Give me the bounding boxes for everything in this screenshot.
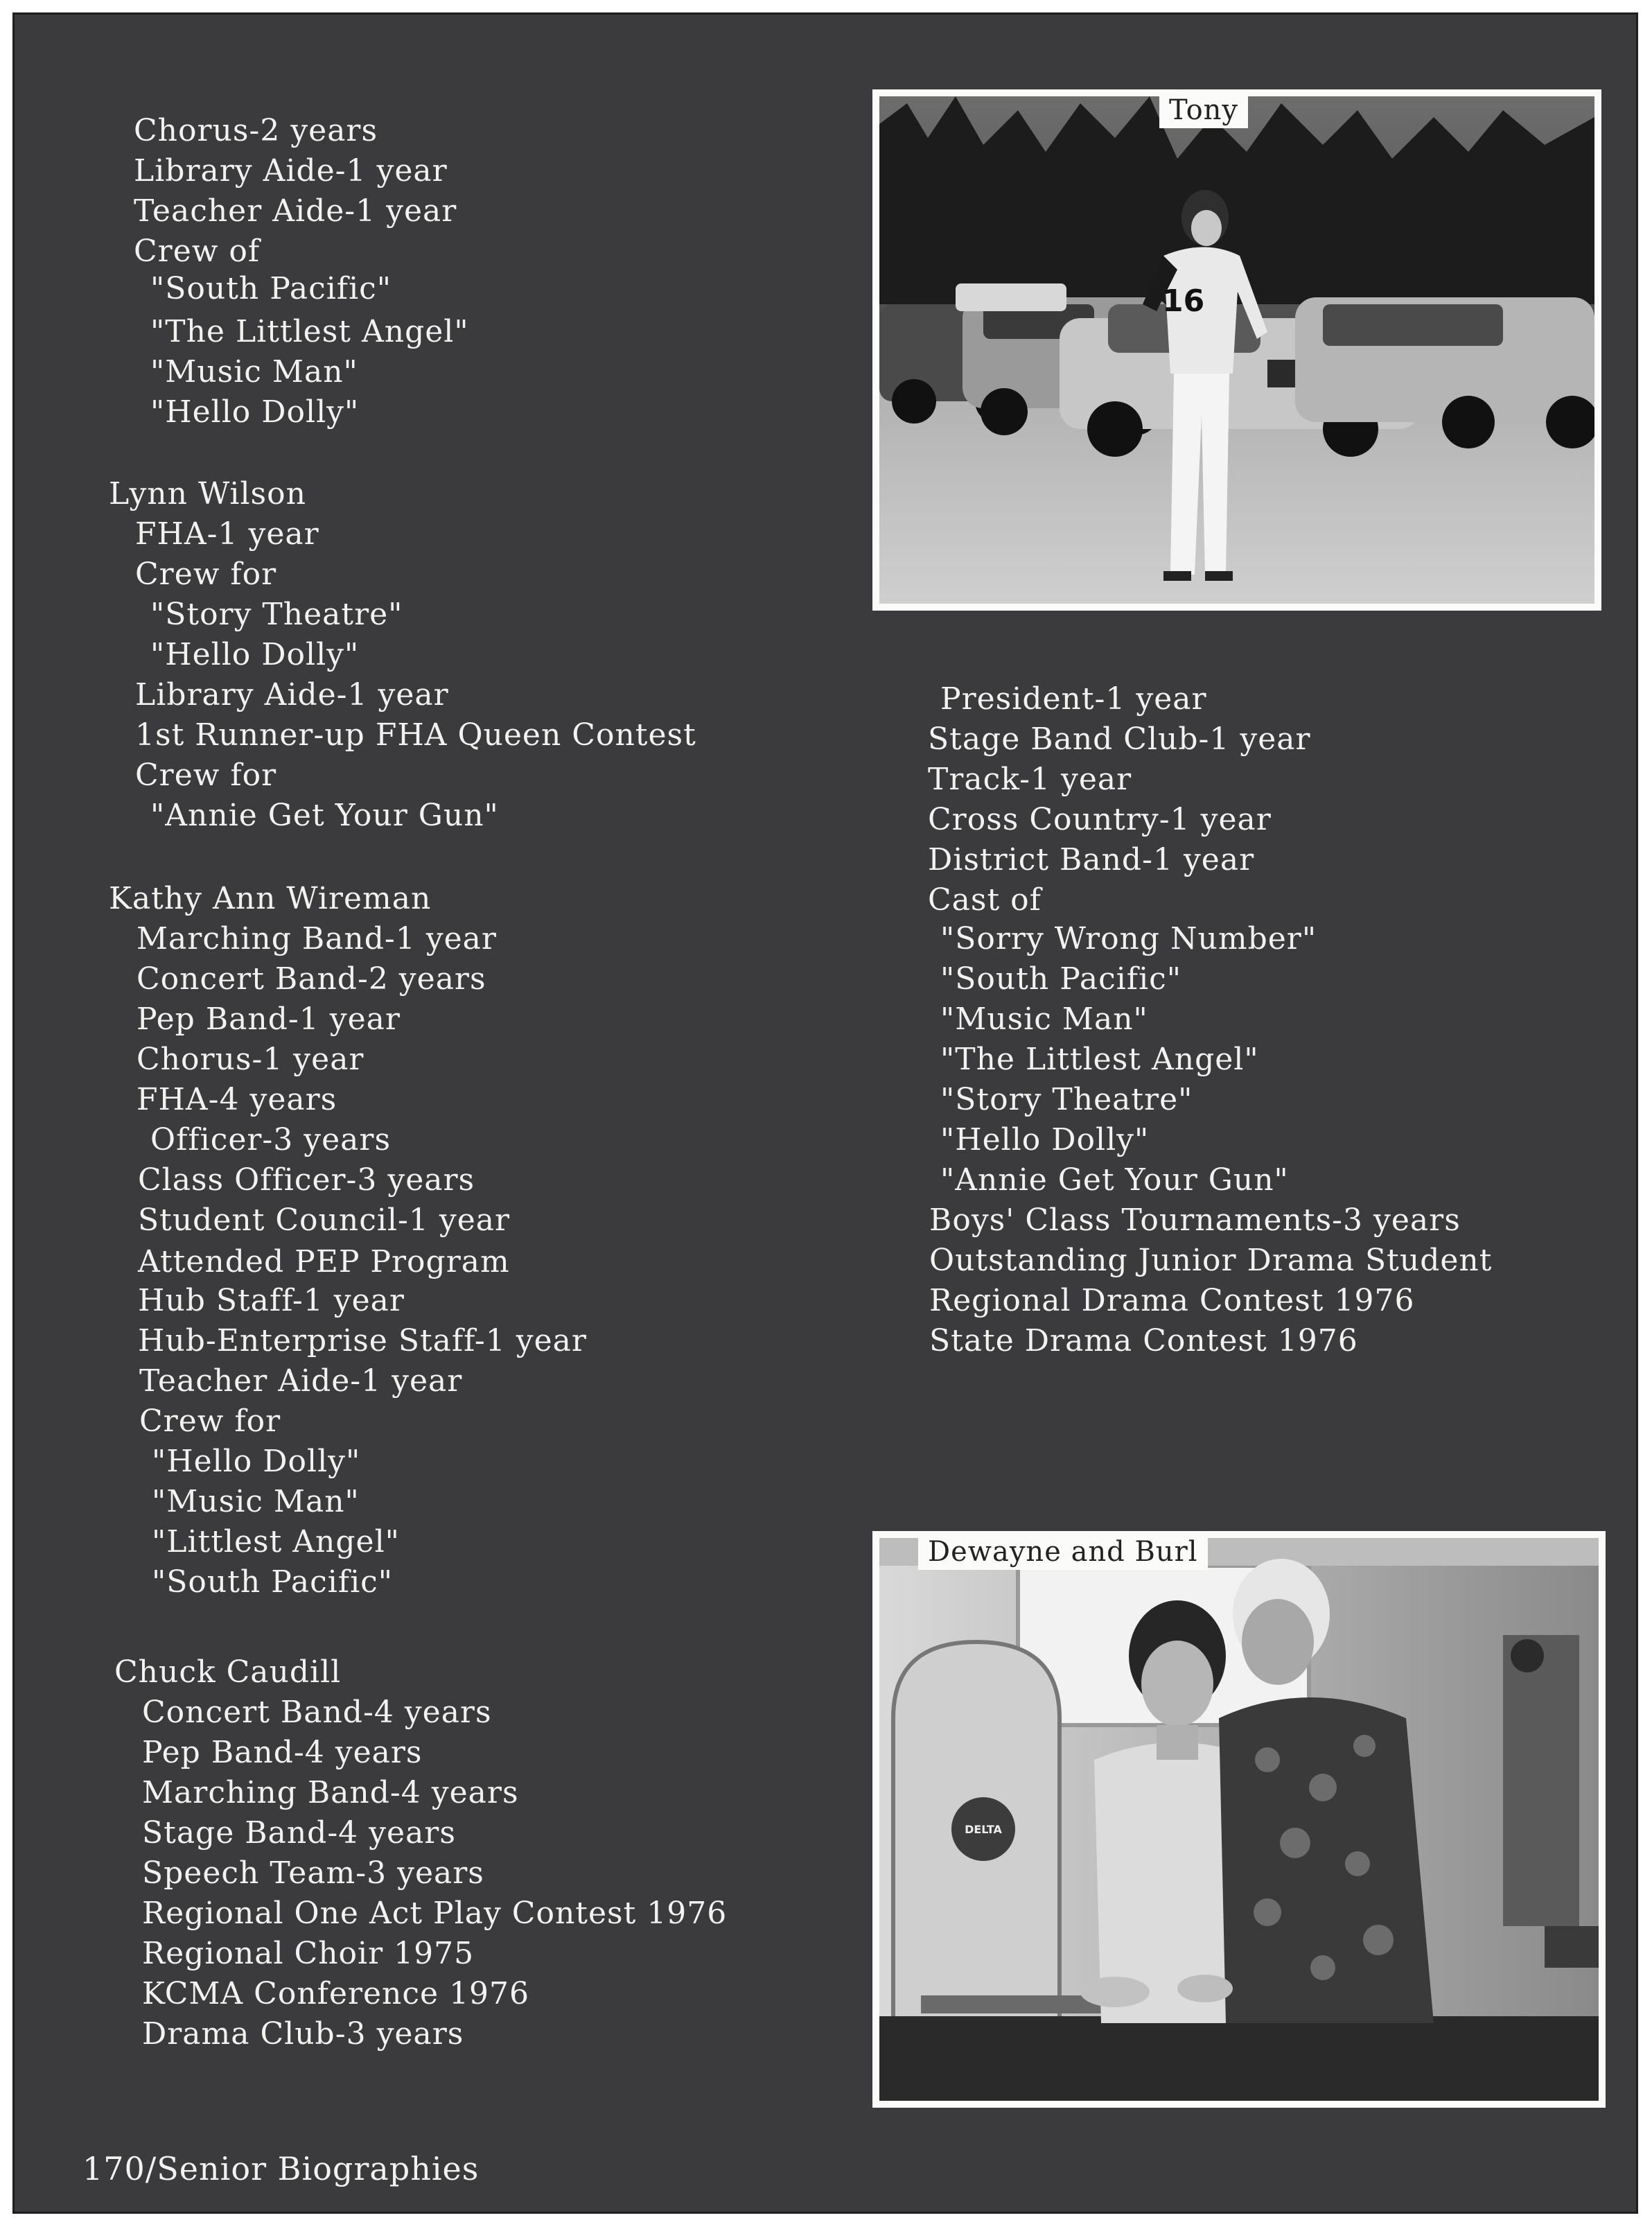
bio-line: "Hello Dolly": [152, 1444, 361, 1479]
bio-line: Crew for: [135, 557, 277, 592]
bio-line: Crew for: [135, 758, 277, 793]
bio-line: Regional Drama Contest 1976: [929, 1283, 1415, 1318]
bio-line: Library Aide-1 year: [134, 153, 448, 189]
bio-line: Marching Band-1 year: [137, 921, 497, 956]
bio-line: Hub Staff-1 year: [138, 1283, 405, 1318]
bio-line: Teacher Aide-1 year: [134, 193, 457, 229]
bio-line: "Sorry Wrong Number": [940, 921, 1317, 956]
bio-line: District Band-1 year: [928, 842, 1255, 877]
bio-line: Chorus-1 year: [137, 1042, 364, 1077]
bio-line: Boys' Class Tournaments-3 years: [929, 1203, 1461, 1238]
bio-line: Pep Band-4 years: [142, 1735, 423, 1770]
bio-line: Stage Band Club-1 year: [928, 722, 1311, 757]
bio-line: "South Pacific": [152, 1564, 394, 1600]
saw-logo: DELTA: [965, 1823, 1002, 1836]
bio-line: Officer-3 years: [150, 1122, 392, 1157]
bio-line: KCMA Conference 1976: [142, 1976, 530, 2011]
page-footer: 170/Senior Biographies: [82, 2150, 480, 2187]
student-name: Lynn Wilson: [109, 476, 306, 512]
bio-line: "The Littlest Angel": [150, 314, 469, 349]
bio-line: Student Council-1 year: [138, 1203, 511, 1238]
photo-dewayne-and-burl: [872, 1531, 1606, 2108]
bio-line: "Littlest Angel": [152, 1524, 400, 1559]
bio-line: Chorus-2 years: [134, 113, 378, 148]
bio-line: Stage Band-4 years: [142, 1815, 456, 1851]
bio-line: President-1 year: [940, 681, 1207, 717]
bio-line: Crew of: [134, 234, 261, 269]
bio-line: Outstanding Junior Drama Student: [929, 1243, 1493, 1278]
bio-line: FHA-1 year: [135, 516, 319, 552]
bio-line: State Drama Contest 1976: [929, 1323, 1358, 1358]
bio-line: Regional Choir 1975: [142, 1936, 475, 1971]
bio-line: "Annie Get Your Gun": [940, 1162, 1289, 1198]
bio-line: "Music Man": [152, 1484, 360, 1519]
photo-caption-dewayne-burl: Dewayne and Burl: [918, 1534, 1208, 1570]
yearbook-page: [12, 12, 1638, 2214]
bio-line: Cast of: [928, 882, 1042, 918]
bio-line: "Hello Dolly": [150, 394, 360, 430]
bio-line: Concert Band-4 years: [142, 1695, 492, 1730]
bio-line: "Annie Get Your Gun": [150, 798, 499, 833]
parking-lot-photo: [879, 96, 1594, 604]
bio-line: Teacher Aide-1 year: [139, 1363, 463, 1399]
bio-line: "Music Man": [940, 1002, 1148, 1037]
bio-line: "Hello Dolly": [150, 637, 360, 672]
bio-line: Track-1 year: [928, 762, 1132, 797]
bio-line: Crew for: [139, 1404, 281, 1439]
photo-caption-tony: Tony: [1159, 92, 1248, 128]
bio-line: Pep Band-1 year: [137, 1002, 401, 1037]
bio-line: Hub-Enterprise Staff-1 year: [138, 1323, 587, 1358]
bio-line: "South Pacific": [150, 271, 392, 306]
bio-line: "The Littlest Angel": [940, 1042, 1259, 1077]
photo-tony: [872, 89, 1601, 611]
student-name: Chuck Caudill: [114, 1654, 342, 1690]
bio-line: Attended PEP Program: [138, 1244, 510, 1279]
bio-line: FHA-4 years: [137, 1082, 337, 1117]
bio-line: "Hello Dolly": [940, 1122, 1150, 1157]
bio-line: Library Aide-1 year: [135, 677, 449, 713]
bio-line: 1st Runner-up FHA Queen Contest: [135, 717, 696, 753]
bio-line: "Story Theatre": [150, 597, 403, 632]
bio-line: "Music Man": [150, 354, 358, 390]
bio-line: Marching Band-4 years: [142, 1775, 519, 1810]
bandsaw-photo: [879, 1538, 1599, 2101]
bio-line: Concert Band-2 years: [137, 961, 486, 997]
bio-line: Speech Team-3 years: [142, 1855, 484, 1891]
bio-line: Cross Country-1 year: [928, 802, 1272, 837]
student-name: Kathy Ann Wireman: [109, 881, 432, 916]
bio-line: "Story Theatre": [940, 1082, 1193, 1117]
bio-line: Drama Club-3 years: [142, 2016, 464, 2052]
bio-line: "South Pacific": [940, 961, 1182, 997]
bio-line: Class Officer-3 years: [138, 1162, 475, 1198]
jersey-number: 16: [1162, 283, 1205, 319]
bio-line: Regional One Act Play Contest 1976: [142, 1896, 728, 1931]
